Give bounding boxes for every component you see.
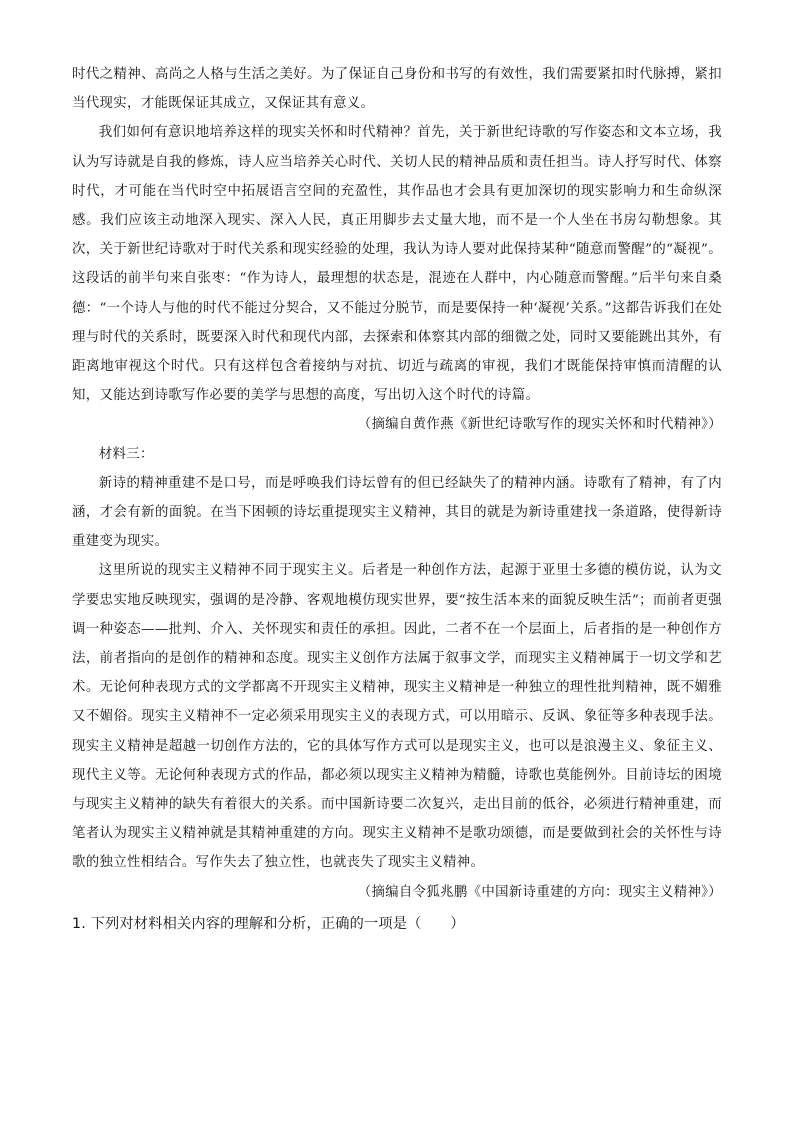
paragraph-material-3-first: 新诗的精神重建不是口号，而是呼唤我们诗坛曾有的但已经缺失了的精神内涵。诗歌有了精神，有了内涵，才会有新的面貌。在当下困顿的诗坛重提现实主义精神，其目的就是为新诗重建找一条道路，使得新诗重建变为现实。 (72, 475, 722, 550)
document-body (72, 60, 722, 939)
paragraph-continuation: 时代之精神、高尚之人格与生活之美好。为了保证自己身份和书写的有效性，我们需要紧扣时代脉搏，紧扣当代现实，才能既保证其成立，又保证其有意义。 (72, 67, 722, 112)
source-citation-2: （摘编自令狐兆鹏《中国新诗重建的方向：现实主义精神》） (357, 884, 722, 900)
source-citation-1: （摘编自黄作燕《新世纪诗歌写作的现实关怀和时代精神》） (357, 417, 722, 433)
paragraph-material-3-second: 这里所说的现实主义精神不同于现实主义。后者是一种创作方法，起源于亚里士多德的模仿说，认为文学要忠实地反映现实，强调的是冷静、客观地模仿现实世界，要“按生活本来的面貌反映生活”；而前者更强调一种姿态——批判、介入、关怀现实和责任的承担。因此，二者不在一个层面上，后者指的是一种创作方法，前者指向的是创作的精神和态度。现实主义创作方法属于叙事文学，而现实主义精神属于一切文学和艺术。无论何种表现方式的文学都离不开现实主义精神，现实主义精神是一种独立的理性批判精神，既不媚雅又不媚俗。现实主义精神不一定必须采用现实主义的表现方式，可以用暗示、反讽、象征等多种表现手法。现实主义精神是超越一切创作方法的，它的具体写作方式可以是现实主义，也可以是浪漫主义、象征主义、现代主义等。无论何种表现方式的作品，都必须以现实主义精神为精髓，诗歌也莫能例外。目前诗坛的困境与现实主义精神的缺失有着很大的关系。而中国新诗要二次复兴，走出目前的低谷，必须进行精神重建，而笔者认为现实主义精神就是其精神重建的方向。现实主义精神不是歌功颂德，而是要做到社会的关怀性与诗歌的独立性相结合。写作失去了独立性，也就丧失了现实主义精神。 (72, 563, 722, 871)
material-3-label: 材料三： (98, 446, 154, 462)
question-1: 1. 下列对材料相关内容的理解和分析，正确的一项是（ ） (72, 915, 465, 932)
paragraph-material-2-body: 我们如何有意识地培养这样的现实关怀和时代精神？首先，关于新世纪诗歌的写作姿态和文本立场，我认为写诗就是自我的修炼，诗人应当培养关心时代、关切人民的精神品质和责任担当。诗人抒写时代、体察时代，才可能在当代时空中拓展语言空间的充盈性，其作品也才会具有更加深切的现实影响力和生命纵深感。我们应该主动地深入现实、深入人民，真正用脚步去丈量大地，而不是一个人坐在书房勾勒想象。其次，关于新世纪诗歌对于时代关系和现实经验的处理，我认为诗人要对此保持某种“随意而警醒”的“凝视”。这段话的前半句来自张枣：“作为诗人，最理想的状态是，混迹在人群中，内心随意而警醒。”后半句来自桑德：“一个诗人与他的时代不能过分契合，又不能过分脱节，而是要保持一种‘凝视’关系。”这都告诉我们在处理与时代的关系时，既要深入时代和现代内部，去探索和体察其内部的细微之处，同时又要能跳出其外，有距离地审视这个时代。只有这样包含着接纳与对抗、切近与疏离的审视，我们才既能保持审慎而清醒的认知，又能达到诗歌写作必要的美学与思想的高度，写出切入这个时代的诗篇。 (72, 125, 722, 404)
